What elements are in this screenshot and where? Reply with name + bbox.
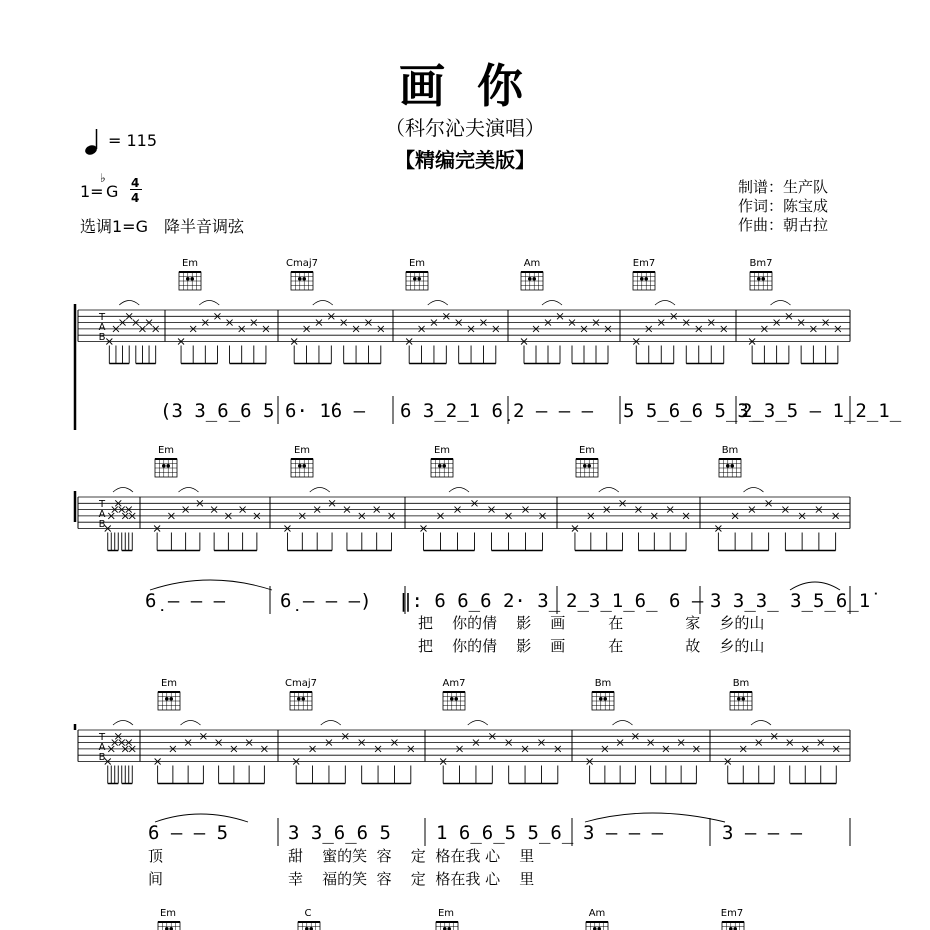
jianpu-measure: 3 3̲3̲ 3̲5̲6̲1̇ xyxy=(710,590,871,612)
tie-arc xyxy=(119,301,139,306)
chord-diagram xyxy=(436,922,458,930)
chord-diagram xyxy=(158,922,180,930)
lyric: 福的笑 xyxy=(322,870,368,888)
capo-note: 选调1=G xyxy=(80,217,148,236)
chord-name: Em xyxy=(159,908,177,919)
jianpu-measure: 2̲3̲1̲6̲ 6 – xyxy=(566,590,704,612)
chord-name: Em xyxy=(160,678,178,689)
chord-dot xyxy=(166,464,170,468)
key-prefix: 1= xyxy=(80,182,104,201)
chord-name: Em xyxy=(437,908,455,919)
chord-dot xyxy=(730,464,734,468)
lyric: 间 xyxy=(148,870,164,888)
tie-arc xyxy=(542,301,562,306)
chord-name: Bm xyxy=(594,678,612,689)
chord-dot xyxy=(528,277,532,281)
lyric: 把 xyxy=(418,614,434,632)
lyric: 容 xyxy=(376,847,392,865)
jianpu-measure: ‖: 6 6̲6 2· 3̲ xyxy=(400,590,561,612)
tie-arc xyxy=(655,301,675,306)
chord-dot xyxy=(302,277,306,281)
chord-dot xyxy=(737,697,741,701)
lyric: 你的倩 xyxy=(452,637,498,655)
tie-arc xyxy=(613,721,633,726)
jianpu-measure: 2 – – – xyxy=(513,400,594,422)
chord-dot xyxy=(169,697,173,701)
chord-name: Am xyxy=(523,258,541,269)
tie-arc xyxy=(199,301,219,306)
lyricist-credit: 作词：陈宝成 xyxy=(738,197,829,215)
lyric: 在 xyxy=(608,614,624,632)
chord-dot xyxy=(741,697,745,701)
lyric: 乡的山 xyxy=(719,614,765,632)
tie-arc xyxy=(113,721,133,726)
chord-diagram xyxy=(586,922,608,930)
jianpu-measure: 6· 1̇6 – xyxy=(285,400,366,422)
chord-dot xyxy=(726,464,730,468)
chord-dot xyxy=(454,697,458,701)
chord-dot xyxy=(603,697,607,701)
lyric: 容 xyxy=(376,870,392,888)
chord-name: Em xyxy=(157,445,175,456)
jianpu-measure: 6 3̲2̲1 6̣ xyxy=(400,400,503,422)
lyric: 甜 xyxy=(288,847,304,865)
chord-dot xyxy=(298,464,302,468)
lyric: 格在我 xyxy=(435,870,481,888)
tie-arc xyxy=(313,301,333,306)
lyric: 影 xyxy=(516,637,532,655)
chord-dot xyxy=(302,464,306,468)
lyric: 在 xyxy=(608,637,624,655)
jianpu-measure: 3 – – – xyxy=(583,822,664,844)
chord-name: Am7 xyxy=(442,678,466,689)
lyric-line-1 xyxy=(288,845,534,866)
time-sig-top: 4 xyxy=(131,176,140,190)
chord-name: Cmaj7 xyxy=(285,678,317,689)
lyric: 家 xyxy=(685,614,701,632)
chord-name: Em xyxy=(433,445,451,456)
chord-name: Em xyxy=(181,258,199,269)
jianpu-measure: 1 6̲6̲5 5̲6̲ xyxy=(436,822,574,844)
chord-dot xyxy=(644,277,648,281)
chord-dot xyxy=(162,464,166,468)
lyric: 里 xyxy=(519,847,535,865)
tie-arc xyxy=(771,301,791,306)
jianpu-measure: (3 3̲6̲6 5 xyxy=(160,400,275,422)
tab-clef-letter: A xyxy=(98,322,106,333)
lyric: 幸 xyxy=(288,870,304,888)
lyric: 画 xyxy=(550,637,566,655)
lyric-line-2 xyxy=(418,635,764,656)
chord-dot xyxy=(757,277,761,281)
chord-name: Am xyxy=(588,908,606,919)
chord-dot xyxy=(417,277,421,281)
song-subtitle: （科尔沁夫演唱） xyxy=(385,116,545,140)
jianpu-measure: 6̣ – – – xyxy=(145,590,226,612)
tab-clef-letter: B xyxy=(98,752,106,763)
edition-label: 【精编完美版】 xyxy=(395,148,535,172)
jianpu-slur xyxy=(150,580,272,590)
chord-dot xyxy=(165,697,169,701)
jianpu-measure: 6 – – 5 xyxy=(148,822,229,844)
chord-dot xyxy=(297,697,301,701)
lyric: 蜜的笑 xyxy=(322,847,368,865)
lyric: 里 xyxy=(519,870,535,888)
jianpu-measure: 3 – – – xyxy=(722,822,803,844)
composer-credit: 作曲：朝古拉 xyxy=(738,216,829,234)
tie-arc xyxy=(468,721,488,726)
tie-arc xyxy=(599,488,619,493)
tab-clef-letter: A xyxy=(98,742,106,753)
lyric: 心 xyxy=(485,847,501,865)
lyric: 心 xyxy=(485,870,501,888)
arranger-credit: 制谱：生产队 xyxy=(738,178,829,196)
chord-diagram xyxy=(722,922,744,930)
jianpu-measure: 3 3̲6̲6 5 xyxy=(288,822,391,844)
chord-name: Em xyxy=(293,445,311,456)
jianpu-measure: 5 5̲6̲6 5̲3̲ xyxy=(623,400,761,422)
tie-arc xyxy=(744,488,764,493)
chord-dot xyxy=(761,277,765,281)
chord-dot xyxy=(450,697,454,701)
chord-dot xyxy=(438,464,442,468)
jianpu-measure: 6̣ – – –) xyxy=(280,590,372,612)
jianpu-slur xyxy=(790,582,840,590)
lyric: 影 xyxy=(516,614,532,632)
chord-dot xyxy=(583,464,587,468)
lyric: 故 xyxy=(685,637,701,655)
tie-arc xyxy=(181,721,201,726)
chord-dot xyxy=(532,277,536,281)
chord-dot xyxy=(190,277,194,281)
tie-arc xyxy=(321,721,341,726)
chord-name: Em7 xyxy=(720,908,744,919)
lyric: 画 xyxy=(550,614,566,632)
chord-dot xyxy=(599,697,603,701)
lyric: 定 xyxy=(410,870,426,888)
tie-arc xyxy=(310,488,330,493)
lyric-line-2 xyxy=(148,868,163,889)
lyric: 你的倩 xyxy=(452,614,498,632)
key-note: G xyxy=(106,182,119,201)
tempo-value: = 115 xyxy=(108,131,158,150)
lyric: 顶 xyxy=(148,847,164,865)
lyric: 定 xyxy=(410,847,426,865)
tab-clef-letter: T xyxy=(98,732,106,743)
chord-name: Bm xyxy=(732,678,750,689)
chord-dot xyxy=(587,464,591,468)
chord-name: Em7 xyxy=(632,258,656,269)
chord-name: Em xyxy=(408,258,426,269)
tab-clef-letter: B xyxy=(98,332,106,343)
lyric: 把 xyxy=(418,637,434,655)
chord-dot xyxy=(640,277,644,281)
flat-sign: ♭ xyxy=(100,171,106,185)
chord-dot xyxy=(298,277,302,281)
song-title: 画 你 xyxy=(398,59,531,113)
jianpu-measure: 2̲3̲5 – 1̲2̲1̲ xyxy=(741,400,902,422)
lyric: 乡的山 xyxy=(719,637,765,655)
tab-clef-letter: T xyxy=(98,312,106,323)
tab-clef-letter: T xyxy=(98,499,106,510)
tie-arc xyxy=(449,488,469,493)
tie-arc xyxy=(179,488,199,493)
chord-dot xyxy=(442,464,446,468)
tuning-note: 降半音调弦 xyxy=(164,217,245,236)
chord-diagram xyxy=(298,922,320,930)
tie-arc xyxy=(113,488,133,493)
jianpu-slur xyxy=(585,813,725,822)
chord-name: Cmaj7 xyxy=(286,258,318,269)
chord-name: Em xyxy=(578,445,596,456)
tab-clef-letter: B xyxy=(98,519,106,530)
chord-dot xyxy=(413,277,417,281)
tie-arc xyxy=(428,301,448,306)
lyric-line-2 xyxy=(288,868,534,889)
lyric-line-1 xyxy=(148,845,163,866)
jianpu-slur xyxy=(155,814,248,822)
chord-name: C xyxy=(304,908,312,919)
chord-dot xyxy=(301,697,305,701)
tab-clef-letter: A xyxy=(98,509,106,520)
lyric-line-1 xyxy=(418,612,764,633)
lyric: 格在我 xyxy=(435,847,481,865)
chord-name: Bm xyxy=(721,445,739,456)
chord-name: Bm7 xyxy=(749,258,773,269)
time-sig-bottom: 4 xyxy=(131,191,140,205)
tie-arc xyxy=(751,721,771,726)
chord-dot xyxy=(186,277,190,281)
